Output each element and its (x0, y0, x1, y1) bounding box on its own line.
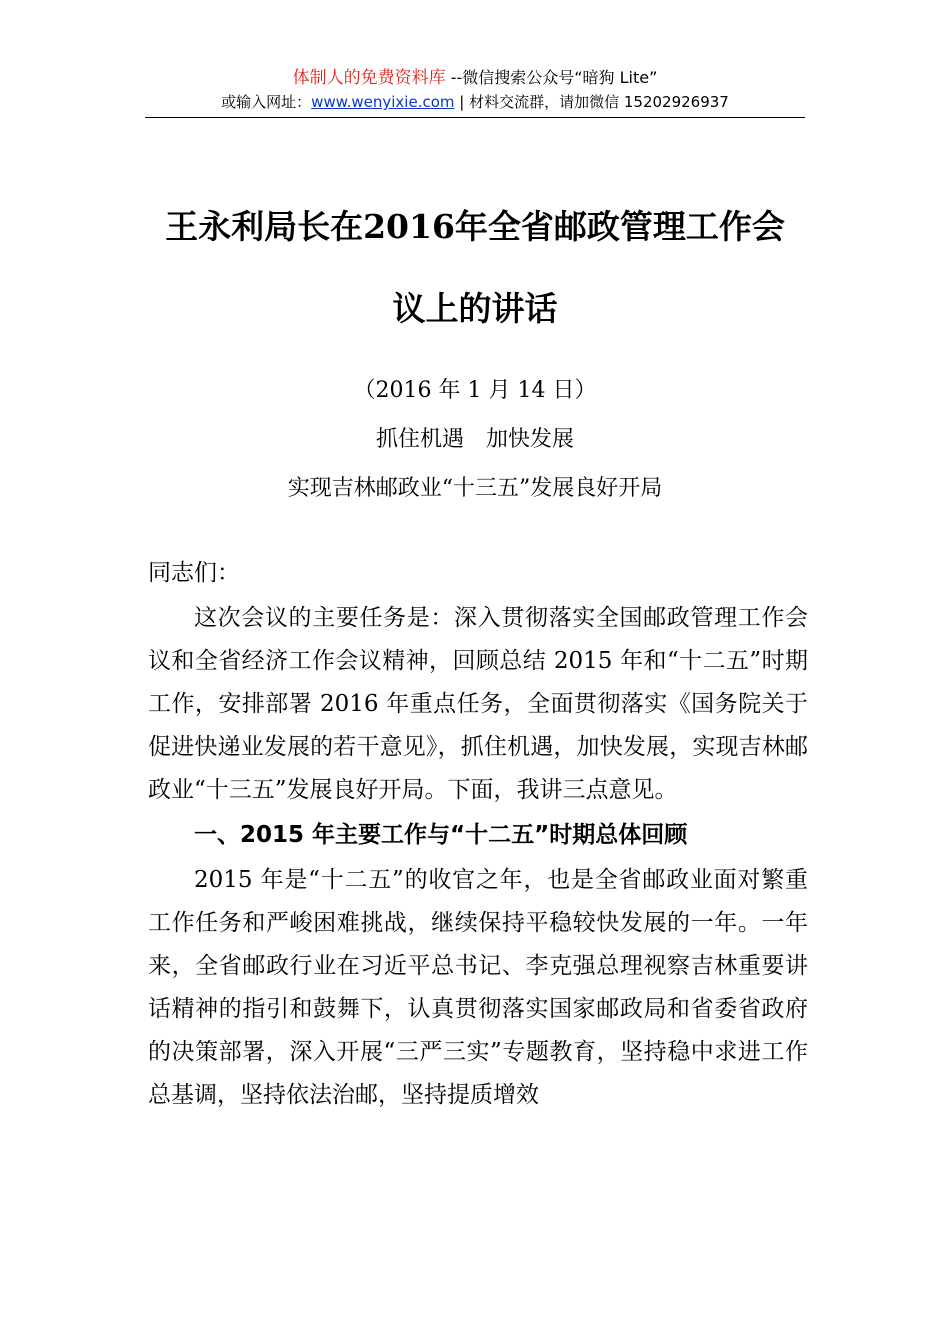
document-title (120, 186, 830, 350)
salutation: 同志们： (148, 560, 240, 586)
subtitle-block (145, 366, 805, 513)
paragraph-review: 2015 年是“十二五”的收官之年，也是全省邮政业面对繁重工作任务和严峻困难挑战，继续保持平稳较快发展的一年。一年来，全省邮政行业在习近平总书记、李克强总理视察吉林重要讲话精神的指引和鼓舞下，认真贯彻落实国家邮政局和省委省政府的决策部署，深入开展“三严三实”专题教育，坚持稳中求进工作总基调，坚持依法治邮，坚持提质增效 (148, 867, 808, 1108)
brand-text: 体制人的免费资料库 (292, 68, 446, 88)
header-line-1 (145, 66, 805, 90)
subtitle-2: 实现吉林邮政业“十三五”发展良好开局 (287, 476, 663, 501)
title-line-1: 王永利局长在2016年全省邮政管理工作会 (165, 207, 785, 246)
speech-date: （2016 年 1 月 14 日） (353, 378, 597, 403)
header-line-2 (145, 90, 805, 114)
title-line-2: 议上的讲话 (392, 289, 558, 328)
page-header (145, 66, 805, 114)
url-prefix: 或输入网址： (221, 93, 312, 111)
website-link[interactable]: www.wenyixie.com (311, 93, 455, 111)
section-heading-1: 一、2015 年主要工作与“十二五”时期总体回顾 (194, 822, 688, 848)
header-divider (145, 117, 805, 118)
subtitle-1: 抓住机遇 加快发展 (375, 427, 574, 452)
contact-text: | 材料交流群，请加微信 15202926937 (454, 93, 729, 111)
wechat-text: --微信搜索公众号“暗狗 Lite” (445, 68, 658, 87)
paragraph-intro: 这次会议的主要任务是：深入贯彻落实全国邮政管理工作会议和全省经济工作会议精神，回顾总结 2015 年和“十二五”时期工作，安排部署 2016 年重点任务，全面贯彻落实《国务院关于促进快递业发展的若干意见》，抓住机遇，加快发展，实现吉林邮政业“十三五”发展良好开局。下面，我讲三点意见。 (148, 605, 808, 803)
document-body (148, 552, 808, 1117)
